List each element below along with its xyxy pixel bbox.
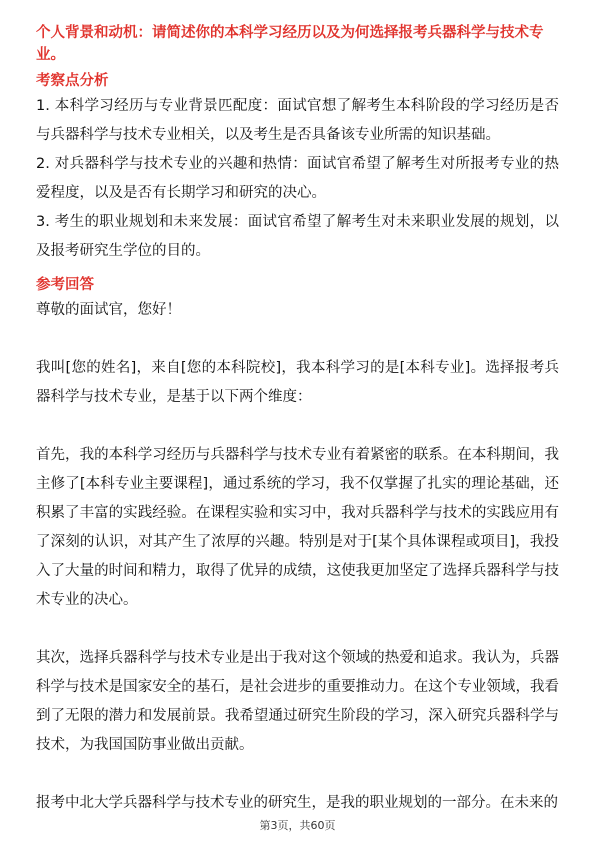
analysis-heading: 考察点分析	[36, 73, 109, 89]
answer-paragraph-third: 报考中北大学兵器科学与技术专业的研究生，是我的职业规划的一部分。在未来的	[36, 795, 558, 811]
answer-paragraph-second: 其次，选择兵器科学与技术专业是出于我对这个领域的热爱和追求。我认为，兵器科学与技术是国家安全的基石，是社会进步的重要推动力。在这个专业领域，我看到了无限的潜力和发展前景。我希望通过研究生阶段的学习，深入研究兵器科学与技术，为我国国防事业做出贡献。	[36, 650, 559, 753]
analysis-list	[36, 92, 559, 266]
analysis-item-3: 3. 考生的职业规划和未来发展：面试官希望了解考生对未来职业发展的规划，以及报考研究生学位的目的。	[36, 214, 559, 259]
page-number: 第3页，共60页	[259, 819, 336, 832]
answer-heading: 参考回答	[36, 277, 94, 293]
answer-paragraph-first: 首先，我的本科学习经历与兵器科学与技术专业有着紧密的联系。在本科期间，我主修了[本科专业主要课程]，通过系统的学习，我不仅掌握了扎实的理论基础，还积累了丰富的实践经验。在课程实验和实习中，我对兵器科学与技术的实践应用有了深刻的认识，对其产生了浓厚的兴趣。特别是对于[某个具体课程或项目]，我投入了大量的时间和精力，取得了优异的成绩，这使我更加坚定了选择兵器科学与技术专业的决心。	[36, 447, 559, 608]
analysis-item-2: 2. 对兵器科学与技术专业的兴趣和热情：面试官希望了解考生对所报考专业的热爱程度，以及是否有长期学习和研究的决心。	[36, 156, 559, 201]
question-heading: 个人背景和动机：请简述你的本科学习经历以及为何选择报考兵器科学与技术专业。	[36, 25, 544, 63]
document-page	[36, 22, 559, 818]
answer-greeting: 尊敬的面试官，您好！	[36, 302, 181, 318]
answer-paragraph-intro: 我叫[您的姓名]，来自[您的本科院校]，我本科学习的是[本科专业]。选择报考兵器科学与技术专业，是基于以下两个维度：	[36, 360, 559, 405]
analysis-item-1: 1. 本科学习经历与专业背景匹配度：面试官想了解考生本科阶段的学习经历是否与兵器科学与技术专业相关，以及考生是否具备该专业所需的知识基础。	[36, 98, 559, 143]
